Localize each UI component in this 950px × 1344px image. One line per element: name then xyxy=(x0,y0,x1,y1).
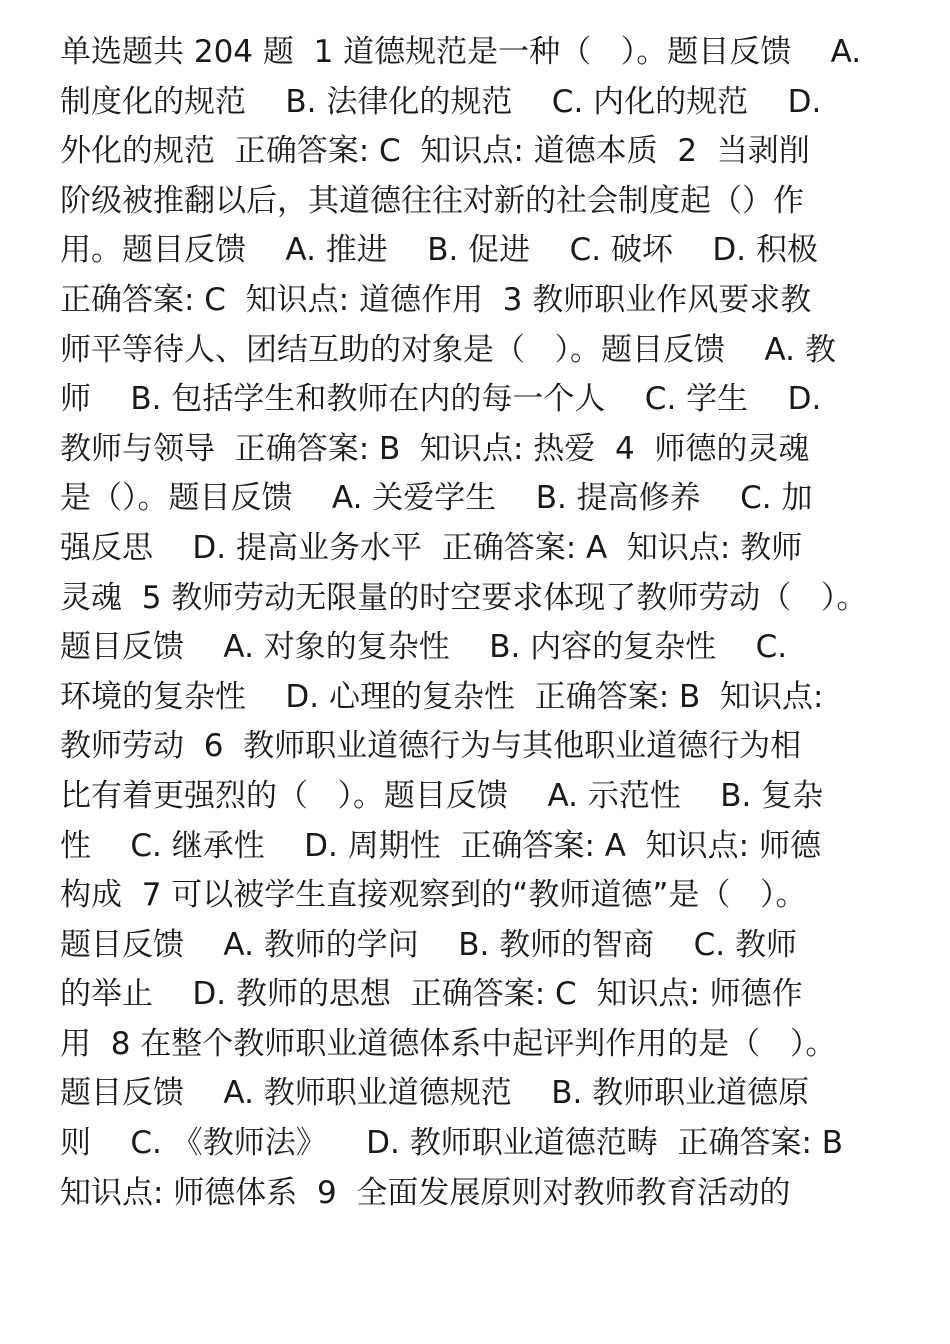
text-line: 制度化的规范 B. 法律化的规范 C. 内化的规范 D. xyxy=(60,83,822,120)
text-line: 题目反馈 A. 教师的学问 B. 教师的智商 C. 教师 xyxy=(60,926,797,963)
text-line: 构成 7 可以被学生直接观察到的“教师道德”是（ ）。 xyxy=(60,877,807,914)
text-line: 知识点: 师德体系 9 全面发展原则对教师教育活动的 xyxy=(60,1174,791,1211)
text-line: 环境的复杂性 D. 心理的复杂性 正确答案: B 知识点: xyxy=(60,678,824,715)
text-line: 是（）。题目反馈 A. 关爱学生 B. 提高修养 C. 加 xyxy=(60,480,813,517)
text-line: 则 C. 《教师法》 D. 教师职业道德范畴 正确答案: B xyxy=(60,1125,844,1162)
text-line: 题目反馈 A. 对象的复杂性 B. 内容的复杂性 C. xyxy=(60,629,788,666)
text-line: 阶级被推翻以后，其道德往往对新的社会制度起（）作 xyxy=(60,182,804,219)
question-text-block xyxy=(60,28,940,1218)
text-line: 灵魂 5 教师劳动无限量的时空要求体现了教师劳动（ ）。 xyxy=(60,579,868,616)
text-line: 比有着更强烈的（ ）。题目反馈 A. 示范性 B. 复杂 xyxy=(60,777,824,814)
text-line: 外化的规范 正确答案: C 知识点: 道德本质 2 当剥削 xyxy=(60,133,810,170)
text-line: 题目反馈 A. 教师职业道德规范 B. 教师职业道德原 xyxy=(60,1075,810,1112)
text-line: 师 B. 包括学生和教师在内的每一个人 C. 学生 D. xyxy=(60,381,822,418)
text-line: 教师劳动 6 教师职业道德行为与其他职业道德行为相 xyxy=(60,728,802,765)
text-line: 师平等待人、团结互助的对象是（ ）。题目反馈 A. 教 xyxy=(60,331,836,368)
text-line: 用。题目反馈 A. 推进 B. 促进 C. 破坏 D. 积极 xyxy=(60,232,818,269)
text-line: 性 C. 继承性 D. 周期性 正确答案: A 知识点: 师德 xyxy=(60,827,821,864)
text-line: 单选题共 204 题 1 道德规范是一种（ ）。题目反馈 A. xyxy=(60,34,862,70)
text-line: 教师与领导 正确答案: B 知识点: 热爱 4 师德的灵魂 xyxy=(60,430,810,467)
text-line: 正确答案: C 知识点: 道德作用 3 教师职业作风要求教 xyxy=(60,281,812,318)
text-line: 用 8 在整个教师职业道德体系中起评判作用的是（ ）。 xyxy=(60,1025,837,1062)
text-line: 的举止 D. 教师的思想 正确答案: C 知识点: 师德作 xyxy=(60,976,803,1013)
text-line: 强反思 D. 提高业务水平 正确答案: A 知识点: 教师 xyxy=(60,529,803,566)
